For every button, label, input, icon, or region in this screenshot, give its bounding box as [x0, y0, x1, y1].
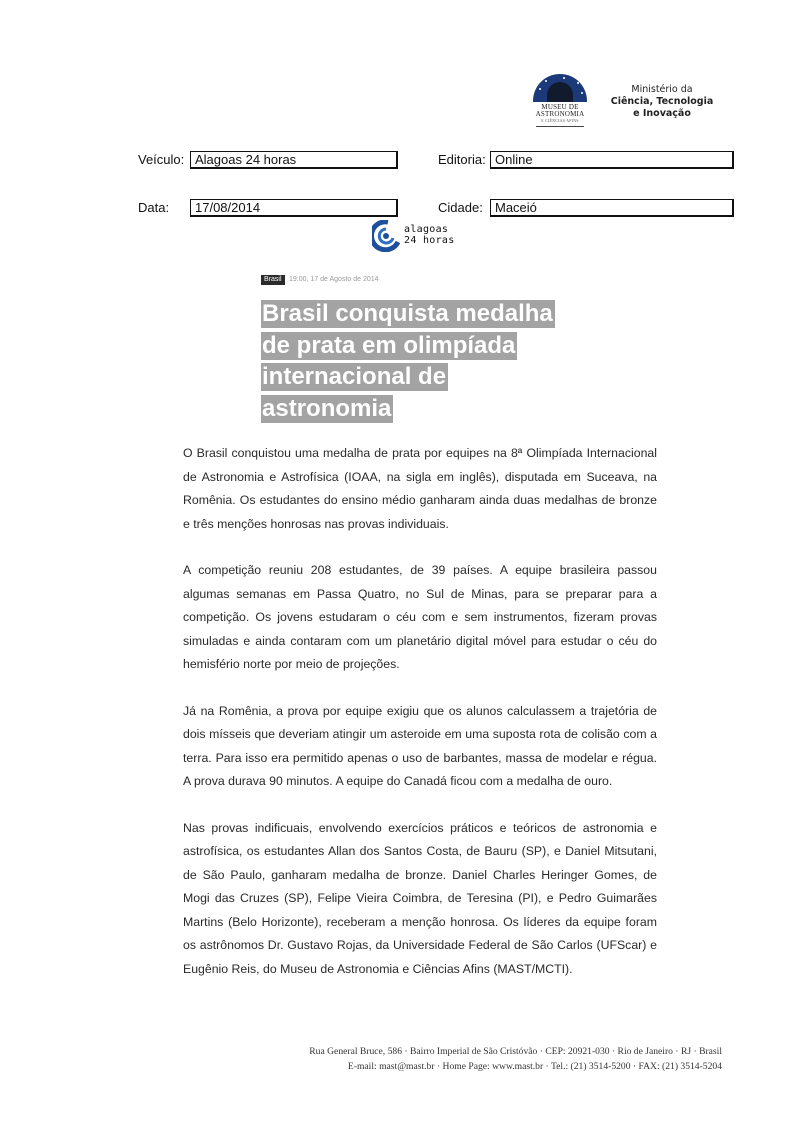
veiculo-label: Veículo:: [138, 152, 185, 167]
footer-contact: E-mail: mast@mast.br · Home Page: www.mast.br · Tel.: (21) 3514-5200 · FAX: (21) 3514-5204: [347, 1061, 722, 1072]
ministry-line1: Ministério da: [631, 84, 693, 95]
alagoas-24-horas-logo: [372, 218, 482, 258]
headline-line: de prata em olimpíada: [262, 331, 516, 359]
headline-line: internacional de: [262, 363, 447, 390]
alagoas-24-horas-logo-icon: [372, 220, 400, 252]
cidade-label: Cidade:: [438, 200, 483, 215]
headline-line: astronomia: [262, 394, 392, 422]
alagoas-logo-line1: alagoas: [404, 224, 449, 235]
article-body: [183, 442, 657, 1004]
observatory-dome-icon: [533, 74, 587, 102]
article-timestamp: 19:00, 17 de Agosto de 2014: [289, 276, 379, 283]
article-paragraph: Já na Romênia, a prova por equipe exigiu que os alunos calculassem a trajetória de dois mísseis que deveriam atingir um asteroide em uma suposta rota de colisão com a terra. Para isso era permitido apenas o uso de barbantes, massa de modelar e régua. A prova durava 90 minutos. A equipe do Canadá ficou com a medalha de ouro.: [183, 703, 657, 788]
editoria-field[interactable]: Online: [490, 151, 734, 169]
veiculo-field[interactable]: Alagoas 24 horas: [190, 151, 398, 169]
museum-logo-line3: E CIÊNCIAS AFINS: [541, 118, 579, 123]
data-label: Data:: [138, 200, 170, 215]
alagoas-logo-line2: 24 horas: [404, 235, 455, 246]
museum-logo-line2: ASTRONOMIA: [535, 110, 585, 118]
ministry-line2: Ciência, Tecnologia: [610, 96, 714, 107]
data-field[interactable]: 17/08/2014: [190, 199, 398, 217]
alagoas-logo-text: [404, 224, 455, 246]
article-paragraph: O Brasil conquistou uma medalha de prata por equipes na 8ª Olimpíada Internacional de Astronomia e Astrofísica (IOAA, na sigla em inglês), disputada em Suceava, na Romênia. Os estudantes do ensino médio ganharam ainda duas medalhas de bronze e três menções honrosas nas provas individuais.: [183, 446, 657, 531]
museum-logo-text: [530, 104, 590, 124]
article-headline: [261, 298, 591, 424]
category-badge[interactable]: Brasil: [261, 275, 285, 285]
museu-de-astronomia-logo: [530, 74, 590, 130]
page-footer: [240, 1044, 722, 1074]
footer-address: Rua General Bruce, 586 · Bairro Imperial de São Cristóvão · CEP: 20921-030 · Rio de Janeiro · RJ · Brasil: [309, 1046, 722, 1057]
ministry-line3: e Inovação: [633, 108, 691, 119]
headline-line: Brasil conquista medalha: [262, 300, 553, 327]
editoria-label: Editoria:: [438, 152, 486, 167]
article-paragraph: A competição reuniu 208 estudantes, de 39 países. A equipe brasileira passou algumas semanas em Passa Quatro, no Sul de Minas, para se preparar para a competição. Os jovens estudaram o céu com e sem instrumentos, fizeram provas simuladas e ainda contaram com um planetário digital móvel para estudar o céu do hemisfério norte por meio de projeções.: [183, 563, 657, 671]
article-paragraph: Nas provas indificuais, envolvendo exercícios práticos e teóricos de astronomia e astrofísica, os estudantes Allan dos Santos Costa, de Bauru (SP), e Daniel Mitsutani, de São Paulo, ganharam medalha de bronze. Daniel Charles Heringer Gomes, de Mogi das Cruzes (SP), Felipe Vieira Coimbra, de Teresina (PI), e Pedro Guimarães Martins (Belo Horizonte), receberam a menção honrosa. Os líderes da equipe foram os astrônomos Dr. Gustavo Rojas, da Universidade Federal de São Carlos (UFScar) e Eugênio Reis, do Museu de Astronomia e Ciências Afins (MAST/MCTI).: [183, 820, 657, 976]
ministry-logo: [604, 84, 720, 120]
cidade-field[interactable]: Maceió: [490, 199, 734, 217]
logo-divider: [536, 126, 584, 127]
museum-logo-line1: MUSEU DE: [541, 103, 579, 111]
